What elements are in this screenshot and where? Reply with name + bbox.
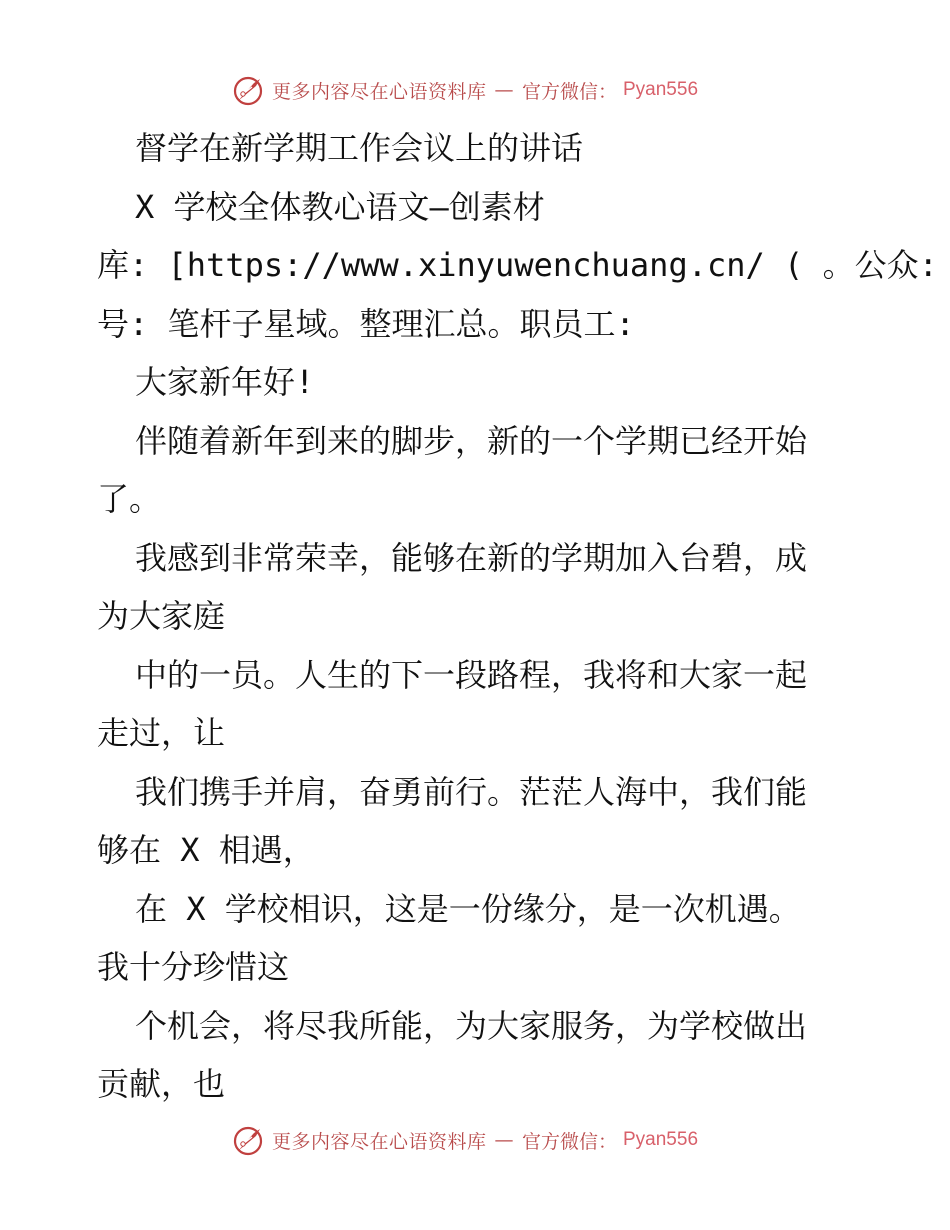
banner-separator: — — [494, 1129, 514, 1151]
quill-pen-logo-icon — [232, 1123, 266, 1157]
text-line: 中的一员。人生的下一段路程，我将和大家一起 — [135, 655, 808, 694]
text-line: 走过，让 — [97, 714, 226, 752]
text-line: 大家新年好! — [135, 363, 315, 401]
document-title: 督学在新学期工作会议上的讲话 — [135, 129, 584, 167]
text-line: 个机会，将尽我所能，为大家服务，为学校做出 — [135, 1006, 808, 1045]
banner-wechat-id: Pyan556 — [623, 1129, 699, 1150]
banner-separator: — — [494, 79, 514, 101]
text-line: 库: [https://www.xinyuwenchuang.cn/ ( 。公众: — [97, 246, 938, 284]
text-line: 为大家庭 — [97, 597, 226, 635]
text-line: 贡献，也 — [97, 1065, 226, 1103]
text-line: 了。 — [97, 480, 162, 518]
header-banner — [0, 70, 950, 110]
banner-wechat-id: Pyan556 — [623, 79, 699, 100]
text-line: 伴随着新年到来的脚步，新的一个学期已经开始 — [135, 421, 808, 460]
banner-slogan: 更多内容尽在心语资料库 — [271, 1130, 487, 1153]
text-line: 我感到非常荣幸，能够在新的学期加入台碧，成 — [135, 538, 808, 577]
banner-wechat-label: 官方微信： — [521, 81, 617, 103]
document-body — [97, 119, 938, 1114]
banner-slogan: 更多内容尽在心语资料库 — [271, 80, 487, 103]
text-line: 我十分珍惜这 — [97, 948, 290, 986]
quill-pen-logo-icon — [232, 73, 266, 107]
text-line: 号: 笔杆子星域。整理汇总。职员工: — [97, 304, 635, 343]
text-line: 够在 X 相遇， — [97, 831, 315, 869]
footer-banner — [0, 1120, 950, 1160]
text-line: 我们携手并肩，奋勇前行。茫茫人海中，我们能 — [135, 772, 808, 811]
banner-wechat-label: 官方微信： — [521, 1131, 617, 1153]
text-line: 在 X 学校相识，这是一份缘分，是一次机遇。 — [135, 889, 801, 928]
text-line: X 学校全体教心语文—创素材 — [135, 187, 545, 226]
